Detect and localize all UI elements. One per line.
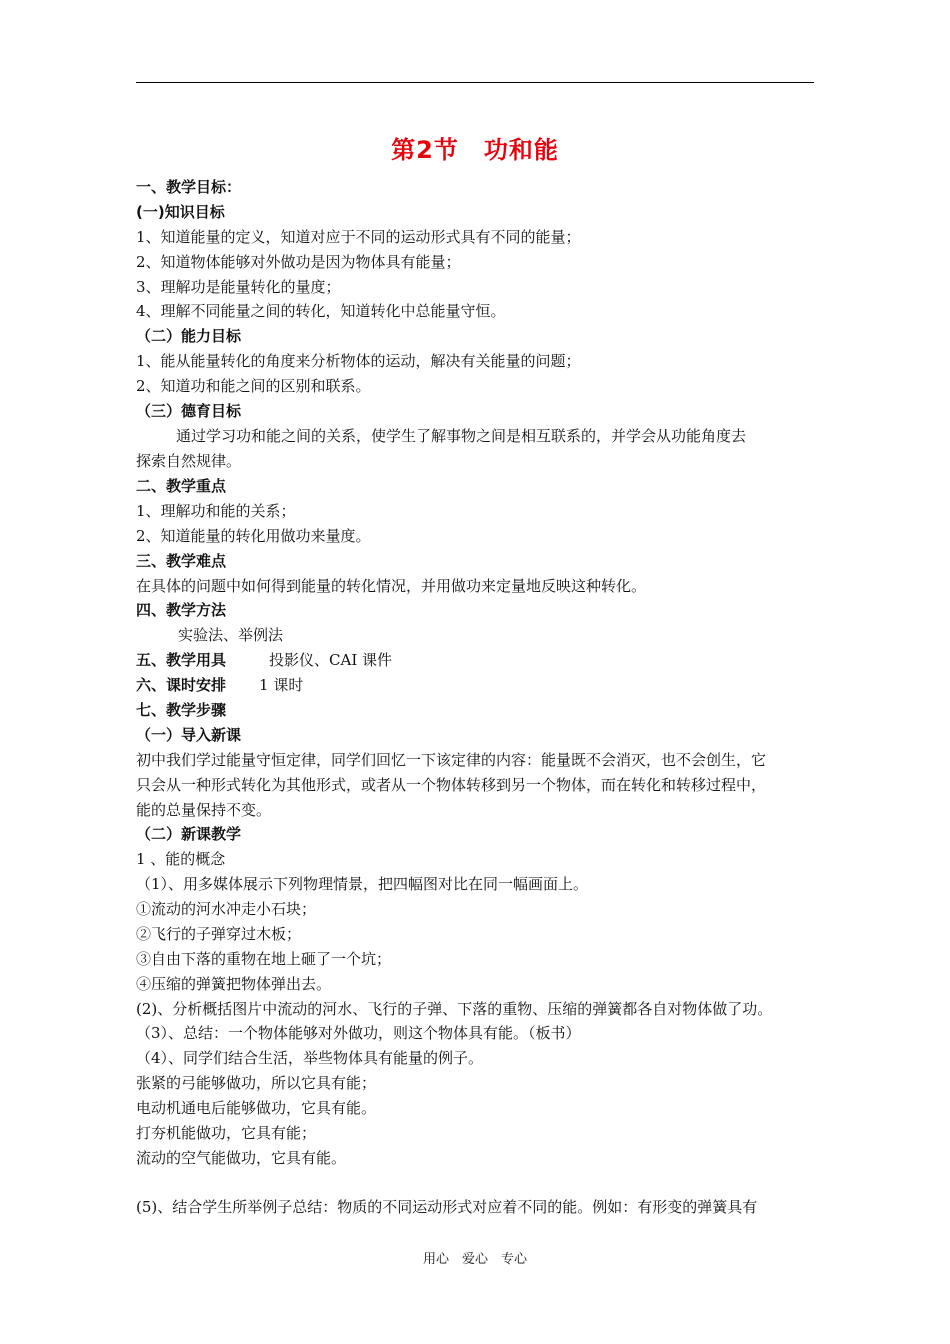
knowledge-item: 2、知道物体能够对外做功是因为物体具有能量； (136, 253, 461, 271)
lesson-line: 打夯机能做功，它具有能； (136, 1124, 317, 1142)
method-heading: 四、教学方法 (136, 601, 227, 619)
difficulty-text: 在具体的问题中如何得到能量的转化情况，并用做功来定量地反映这种转化。 (136, 577, 647, 595)
lesson-line: 张紧的弓能够做功，所以它具有能； (136, 1074, 377, 1092)
new-lesson-heading: （二）新课教学 (136, 825, 242, 843)
intro-text: 初中我们学过能量守恒定律，同学们回忆一下该定律的内容：能量既不会消灭，也不会创生，它 (136, 751, 767, 769)
schedule-heading: 六、课时安排 (136, 676, 227, 694)
knowledge-item: 1、知道能量的定义，知道对应于不同的运动形式具有不同的能量； (136, 228, 581, 246)
tools-heading: 五、教学用具 (136, 651, 227, 669)
page-footer: 用心 爱心 专心 (422, 1252, 527, 1267)
knowledge-item: 4、理解不同能量之间的转化，知道转化中总能量守恒。 (136, 302, 506, 320)
ability-item: 2、知道功和能之间的区别和联系。 (136, 377, 371, 395)
lesson-line: (5)、结合学生所举例子总结：物质的不同运动形式对应着不同的能。例如：有形变的弹簧具有 (136, 1198, 758, 1216)
lesson-line: ③自由下落的重物在地上砸了一个坑； (136, 950, 392, 968)
ability-heading: （二）能力目标 (136, 327, 242, 345)
moral-text: 探索自然规律。 (136, 452, 242, 470)
tools-text: 投影仪、CAI 课件 (269, 651, 393, 669)
lesson-line: 电动机通电后能够做功，它具有能。 (136, 1099, 377, 1117)
schedule-line (136, 674, 303, 696)
tools-line (136, 649, 392, 671)
lesson-line: ①流动的河水冲走小石块； (136, 900, 317, 918)
page-title: 第2节 功和能 (391, 136, 559, 164)
steps-heading: 七、教学步骤 (136, 701, 227, 719)
concept-heading: 1 、能的概念 (136, 850, 226, 868)
lesson-line: (2)、分析概括图片中流动的河水、飞行的子弹、下落的重物、压缩的弹簧都各自对物体做了功。 (136, 1000, 773, 1018)
method-text: 实验法、举例法 (178, 626, 284, 644)
lesson-line: ④压缩的弹簧把物体弹出去。 (136, 975, 332, 993)
schedule-text: 1 课时 (259, 676, 304, 694)
lesson-line: 流动的空气能做功，它具有能。 (136, 1149, 347, 1167)
lesson-line: （3）、总结：一个物体能够对外做功，则这个物体具有能。（板书） (136, 1024, 581, 1042)
intro-heading: （一）导入新课 (136, 726, 242, 744)
lesson-line: （4）、同学们结合生活，举些物体具有能量的例子。 (136, 1049, 484, 1067)
intro-text: 能的总量保持不变。 (136, 801, 272, 819)
knowledge-item: 3、理解功是能量转化的量度； (136, 278, 341, 296)
moral-heading: （三）德育目标 (136, 402, 242, 420)
ability-item: 1、能从能量转化的角度来分析物体的运动，解决有关能量的问题； (136, 352, 581, 370)
lesson-line: （1）、用多媒体展示下列物理情景，把四幅图对比在同一幅画面上。 (136, 875, 589, 893)
moral-text: 通过学习功和能之间的关系，使学生了解事物之间是相互联系的，并学会从功能角度去 (176, 427, 747, 445)
header-rule (136, 82, 814, 83)
difficulty-heading: 三、教学难点 (136, 552, 227, 570)
intro-text: 只会从一种形式转化为其他形式，或者从一个物体转移到另一个物体，而在转化和转移过程中， (136, 776, 767, 794)
key-point-item: 2、知道能量的转化用做功来量度。 (136, 527, 371, 545)
knowledge-heading: (一)知识目标 (136, 203, 225, 221)
lesson-line: ②飞行的子弹穿过木板； (136, 925, 302, 943)
key-points-heading: 二、教学重点 (136, 477, 227, 495)
key-point-item: 1、理解功和能的关系； (136, 502, 296, 520)
objectives-heading: 一、教学目标： (136, 178, 242, 196)
